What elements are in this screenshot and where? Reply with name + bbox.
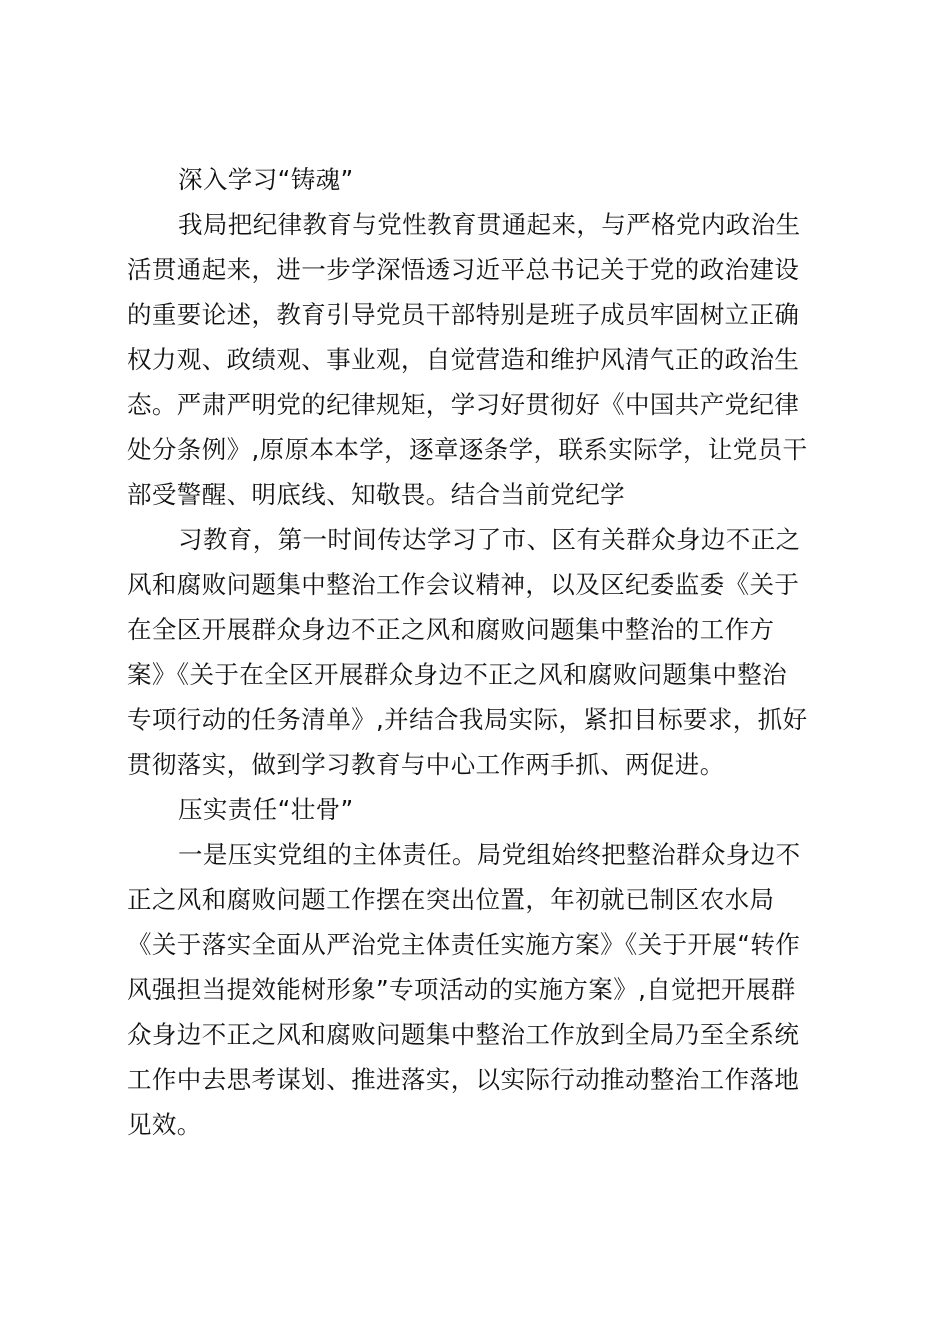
text-line: 见效。 [127,1110,202,1139]
text-line: 态。严肃严明党的纪律规矩，学习好贯彻好《中国共产党纪律 [127,390,800,419]
text-line: 众身边不正之风和腐败问题集中整治工作放到全局乃至全系统 [127,1020,800,1049]
text-line: 风和腐败问题集中整治工作会议精神，以及区纪委监委《关于 [127,570,800,599]
text-line: 正之风和腐败问题工作摆在突出位置，年初就已制区农水局 [127,885,775,914]
text-line: 案》《关于在全区开展群众身边不正之风和腐败问题集中整治 [127,660,788,689]
text-line: 专项行动的任务清单》,并结合我局实际，紧扣目标要求，抓好 [127,705,808,734]
text-line: 工作中去思考谋划、推进落实，以实际行动推动整治工作落地 [127,1065,800,1094]
text-line: 习教育，第一时间传达学习了市、区有关群众身边不正之 [178,525,801,554]
text-line: 《关于落实全面从严治党主体责任实施方案》《关于开展“转作 [127,930,801,959]
section-heading: 压实责任“壮骨” [178,795,354,824]
section-heading: 深入学习“铸魂” [178,165,354,194]
text-line: 风强担当提效能树形象”专项活动的实施方案》,自觉把开展群 [127,975,796,1004]
text-line: 的重要论述，教育引导党员干部特别是班子成员牢固树立正确 [127,300,800,329]
document-body [127,157,827,1147]
text-line: 贯彻落实，做到学习教育与中心工作两手抓、两促进。 [127,750,725,779]
text-line: 权力观、政绩观、事业观，自觉营造和维护风清气正的政治生 [127,345,800,374]
text-line: 活贯通起来，进一步学深悟透习近平总书记关于党的政治建设 [127,255,800,284]
text-line: 一是压实党组的主体责任。局党组始终把整治群众身边不 [178,840,801,869]
paragraph [127,202,827,517]
text-line: 处分条例》,原原本本学，逐章逐条学，联系实际学，让党员干 [127,435,808,464]
text-line: 在全区开展群众身边不正之风和腐败问题集中整治的工作方 [127,615,775,644]
text-line: 我局把纪律教育与党性教育贯通起来，与严格党内政治生 [178,210,801,239]
paragraph [127,832,827,1147]
paragraph [127,517,827,787]
text-line: 部受警醒、明底线、知敬畏。结合当前党纪学 [127,480,625,509]
